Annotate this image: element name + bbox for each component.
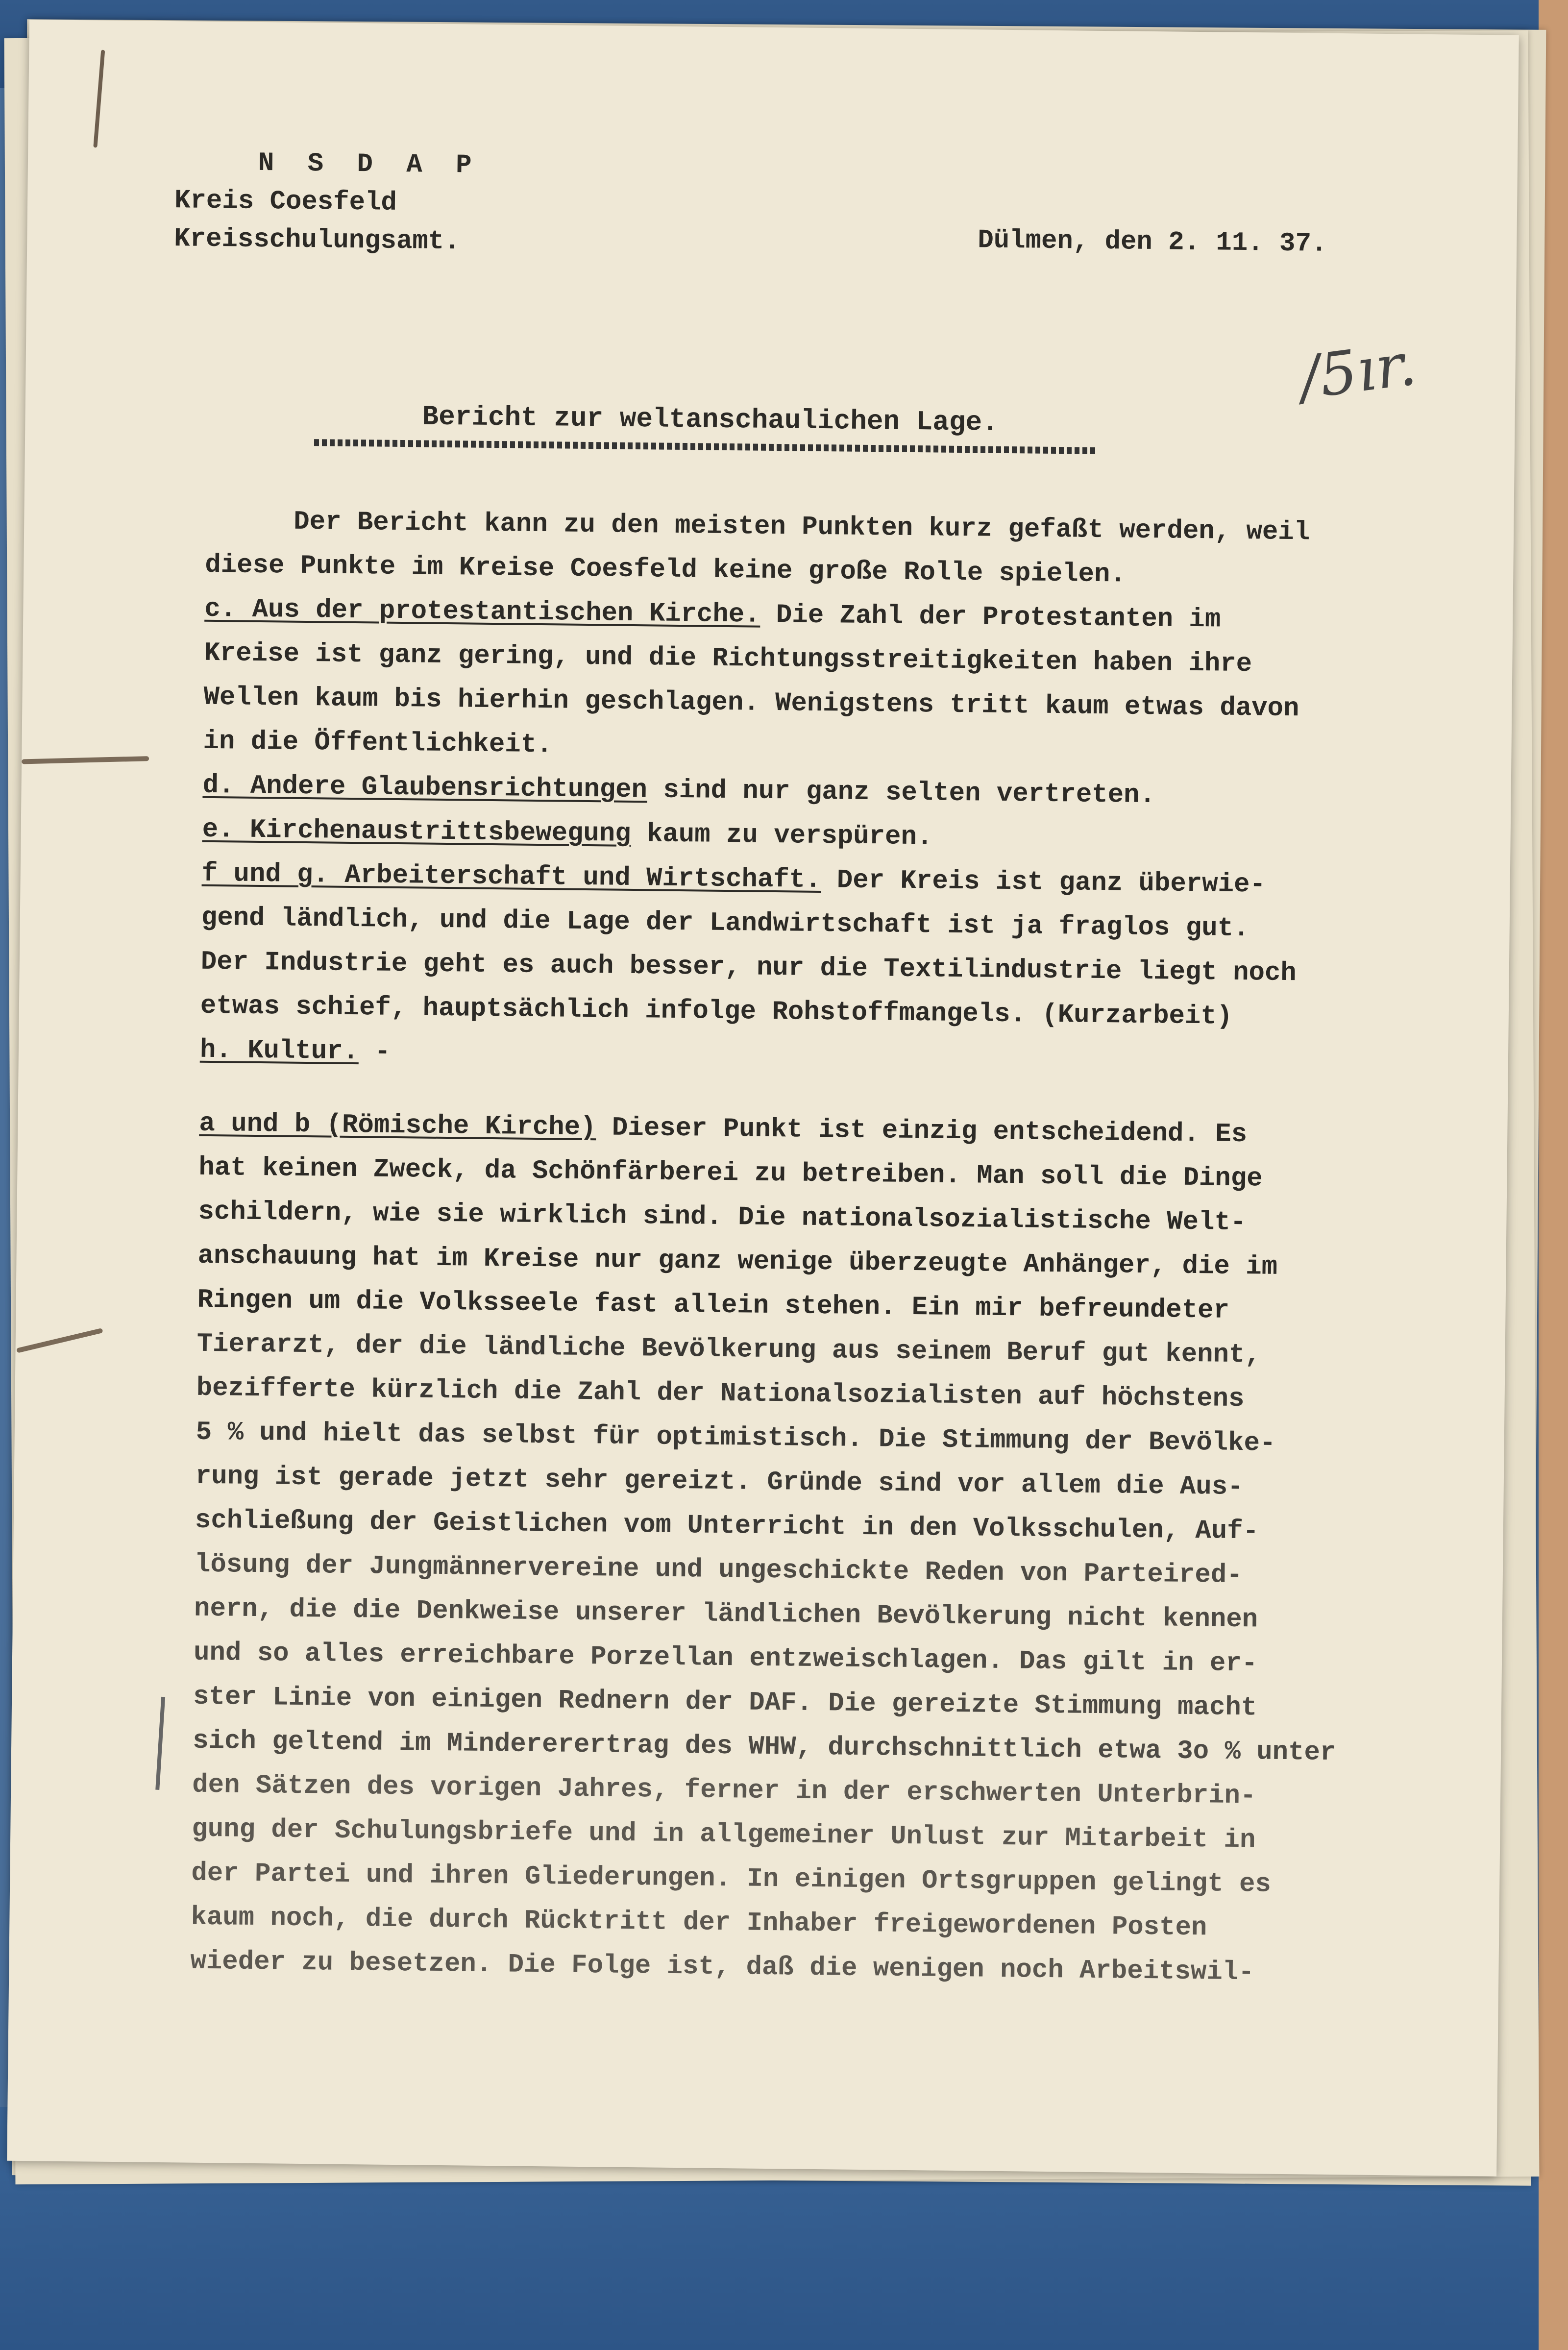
section-h-heading: h. Kultur.	[199, 1035, 359, 1067]
section-d-line: d. Andere Glaubensrichtungen sind nur ganz selten vertreten.	[202, 770, 1156, 811]
section-ab-line: schließung der Geistlichen vom Unterricht in den Volksschulen, Auf-	[195, 1505, 1259, 1547]
section-ab-line: schildern, wie sie wirklich sind. Die nationalsozialistische Welt-	[198, 1197, 1247, 1238]
section-fg-line: etwas schief, hauptsächlich infolge Rohstoffmangels. (Kurzarbeit)	[200, 991, 1233, 1032]
section-ab-line: wieder zu besetzen. Die Folge ist, daß die wenigen noch Arbeitswil-	[190, 1946, 1254, 1988]
margin-pencil-mark	[155, 1697, 165, 1790]
section-ab-line: sich geltend im Mindererertrag des WHW, durchschnittlich etwa 3o % unter	[192, 1726, 1336, 1768]
section-c-line: c. Aus der protestantischen Kirche. Die Zahl der Protestanten im	[204, 594, 1221, 635]
section-c-heading: c. Aus der protestantischen Kirche.	[204, 594, 760, 630]
section-ab-line: 5 % und hielt das selbst für optimistisch. Die Stimmung der Bevölke-	[196, 1417, 1276, 1459]
report-body	[190, 499, 1480, 1997]
section-ab-line: a und b (Römische Kirche) Dieser Punkt ist einzig entscheidend. Es	[199, 1108, 1248, 1150]
section-fg-heading: f und g. Arbeiterschaft und Wirtschaft.	[201, 858, 821, 896]
section-fg-line: Der Industrie geht es auch besser, nur die Textilindustrie liegt noch	[200, 947, 1297, 989]
intro-line: diese Punkte im Kreise Coesfeld keine große Rolle spielen.	[205, 550, 1127, 590]
section-ab-line: Ringen um die Volksseele fast allein stehen. Ein mir befreundeter	[197, 1285, 1230, 1326]
section-c-line: Wellen kaum bis hierhin geschlagen. Wenigstens tritt kaum etwas davon	[203, 682, 1299, 724]
date-line: Dülmen, den 2. 11. 37.	[978, 225, 1327, 259]
handwritten-initials: /5ır.	[1296, 330, 1421, 413]
section-ab-line: rung ist gerade jetzt sehr gereizt. Gründe sind vor allem die Aus-	[195, 1461, 1244, 1503]
section-ab-line: kaum noch, die durch Rücktritt der Inhaber freigewordenen Posten	[191, 1902, 1207, 1943]
section-ab-line: den Sätzen des vorigen Jahres, ferner in der erschwerten Unterbrin-	[192, 1770, 1256, 1811]
document-page	[7, 20, 1519, 2177]
section-h-line: h. Kultur. -	[199, 1035, 391, 1067]
district-name: Kreis Coesfeld	[174, 186, 397, 218]
report-title: Bericht zur weltanschaulichen Lage.	[422, 401, 999, 439]
binding-string	[16, 1328, 103, 1353]
section-ab-line: nern, die die Denkweise unserer ländlichen Bevölkerung nicht kennen	[194, 1593, 1258, 1635]
office-name: Kreisschulungsamt.	[174, 224, 460, 257]
section-ab-line: der Partei und ihren Gliederungen. In einigen Ortsgruppen gelingt es	[191, 1858, 1272, 1900]
intro-line: Der Bericht kann zu den meisten Punkten kurz gefaßt werden, weil	[293, 507, 1310, 548]
section-ab-line: hat keinen Zweck, da Schönfärberei zu betreiben. Man soll die Dinge	[198, 1152, 1263, 1194]
section-ab-line: gung der Schulungsbriefe und in allgemeiner Unlust zur Mitarbeit in	[192, 1814, 1256, 1856]
binding-string	[22, 756, 149, 764]
section-ab-line: ster Linie von einigen Rednern der DAF. Die gereizte Stimmung macht	[193, 1682, 1257, 1723]
section-ab-line: bezifferte kürzlich die Zahl der Nationalsozialisten auf höchstens	[196, 1373, 1245, 1415]
section-ab-line: lösung der Jungmännervereine und ungeschickte Reden von Parteired-	[194, 1549, 1243, 1591]
section-ab-heading: a und b (Römische Kirche)	[199, 1108, 596, 1143]
title-underline	[314, 439, 1098, 454]
section-e-line: e. Kirchenaustrittsbewegung kaum zu verspüren.	[202, 814, 933, 853]
section-e-heading: e. Kirchenaustrittsbewegung	[202, 814, 631, 849]
section-d-heading: d. Andere Glaubensrichtungen	[202, 770, 648, 806]
letterhead	[174, 144, 481, 262]
section-c-line: Kreise ist ganz gering, und die Richtungsstreitigkeiten haben ihre	[204, 638, 1252, 680]
section-fg-line: f und g. Arbeiterschaft und Wirtschaft. Der Kreis ist ganz überwie-	[201, 858, 1266, 900]
section-ab-line: Tierarzt, der die ländliche Bevölkerung aus seinem Beruf gut kennt,	[196, 1329, 1261, 1371]
section-c-line: in die Öffentlichkeit.	[203, 726, 553, 760]
section-ab-line: und so alles erreichbare Porzellan entzweischlagen. Das gilt in er-	[193, 1638, 1258, 1679]
party-name: N S D A P	[258, 148, 481, 181]
binding-string	[93, 50, 105, 148]
section-ab-line: anschauung hat im Kreise nur ganz wenige überzeugte Anhänger, die im	[197, 1241, 1278, 1282]
section-fg-line: gend ländlich, und die Lage der Landwirtschaft ist ja fraglos gut.	[201, 903, 1250, 944]
